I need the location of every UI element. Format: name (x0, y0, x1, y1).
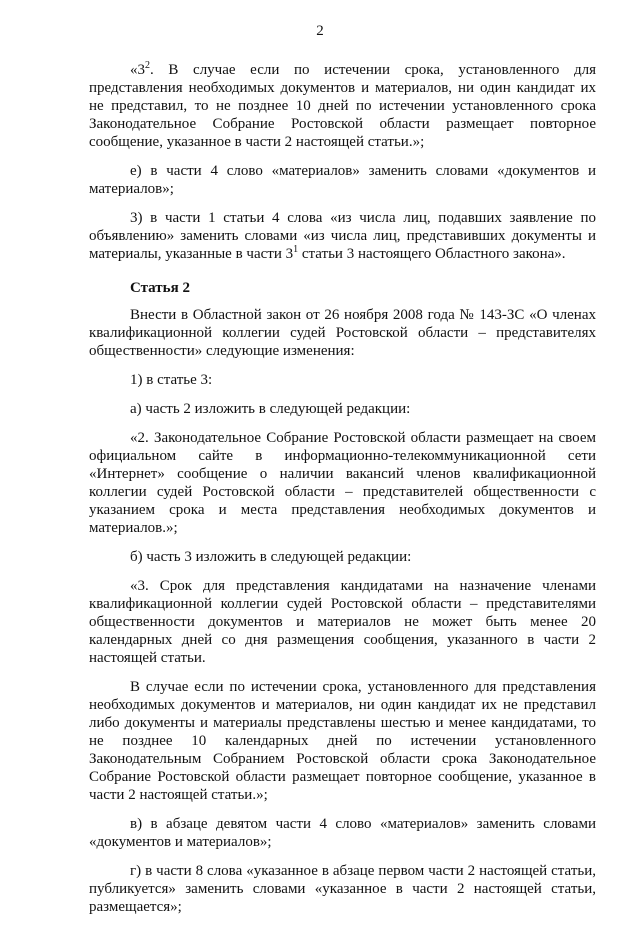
paragraph-item-g (89, 862, 596, 916)
paragraph-item-a (89, 400, 596, 418)
paragraph-part-2-text (89, 429, 596, 537)
text-run: а) часть 2 изложить в следующей редакции: (130, 401, 411, 417)
text-run: статьи 3 настоящего Областного закона». (298, 246, 566, 262)
paragraph-repeat-notice (89, 678, 596, 804)
text-run: 1) в статье 3: (130, 372, 213, 388)
text-run: «3 (130, 62, 145, 78)
page-number: 2 (316, 23, 324, 39)
text-run: е) в части 4 слово «материалов» заменить словами «документов и материалов»; (89, 163, 596, 197)
paragraph-item-b (89, 548, 596, 566)
article-heading (89, 279, 596, 297)
text-run: б) часть 3 изложить в следующей редакции: (130, 549, 412, 565)
text-run: в) в абзаце девятом части 4 слово «материалов» заменить словами «документов и материалов»; (89, 816, 596, 850)
text-run: . В случае если по истечении срока, установленного для представления необходимых документов и материалов, ни один кандидат их не представил, то не позднее 10 дней по истечении установленного срока Законодательное Собрание Ростовской области размещает повторное сообщение, указанное в части 2 настоящей статьи.»; (89, 62, 596, 150)
paragraph-item-3 (89, 209, 596, 263)
text-run: В случае если по истечении срока, установленного для представления необходимых документов и материалов, ни один кандидат их не представил либо документы и материалы представлены шестью и менее кандидатами, то не позднее 10 календарных дней по истечении установленного Законодательным Собранием Ростовской области срока Законодательное Собрание Ростовской области размещает повторное сообщение, указанное в части 2 настоящей статьи.»; (89, 679, 596, 803)
paragraph-3-2-repeat-notice (89, 61, 596, 151)
superscript: 2 (145, 60, 150, 71)
paragraph-amend-intro (89, 306, 596, 360)
document-body (89, 61, 596, 927)
paragraph-item-v (89, 815, 596, 851)
text-run: Внести в Областной закон от 26 ноября 2008 года № 143-ЗС «О членах квалификационной коллегии судей Ростовской области – представителях общественности» следующие изменения: (89, 307, 596, 359)
paragraph-item-1 (89, 371, 596, 389)
paragraph-item-e (89, 162, 596, 198)
text-run: г) в части 8 слова «указанное в абзаце первом части 2 настоящей статьи, публикуется» заменить словами «указанное в части 2 настоящей статьи, размещается»; (89, 863, 596, 915)
text-run: «2. Законодательное Собрание Ростовской области размещает на своем официальном сайте в информационно-телекоммуникационной сети «Интернет» сообщение о наличии вакансий членов квалификационной коллегии судей Ростовской области – представителей общественности с указанием срока и места представления необходимых документов и материалов.»; (89, 430, 596, 536)
superscript: 1 (293, 244, 299, 255)
paragraph-part-3-text (89, 577, 596, 667)
text-run: «3. Срок для представления кандидатами на назначение членами квалификационной коллегии судей Ростовской области – представителями общественности документов и материалов не может быть менее 20 календарных дней со дня размещения сообщения, указанного в части 2 настоящей статьи. (89, 578, 596, 666)
text-run: 3) в части 1 статьи 4 слова «из числа лиц, подавших заявление по объявлению» заменить словами «из числа лиц, представивших документы и материалы, указанные в части 3 (89, 210, 596, 262)
text-run: Статья 2 (130, 280, 190, 296)
